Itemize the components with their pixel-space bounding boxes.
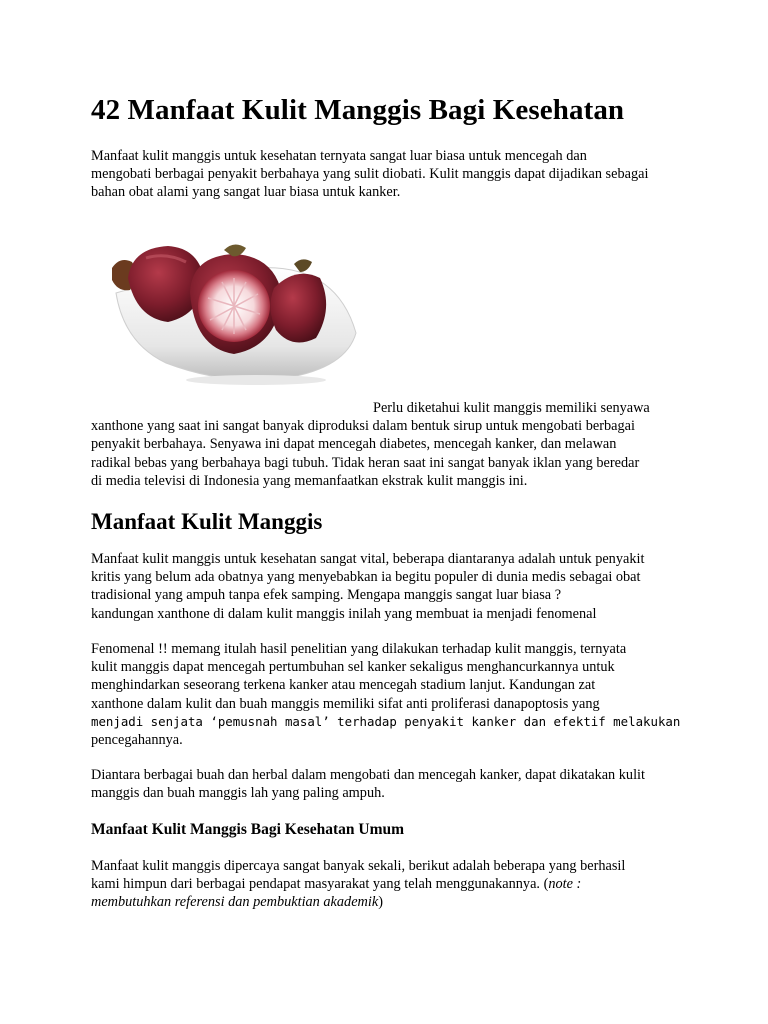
- mangosteen-image: [106, 238, 362, 388]
- text-line: kritis yang belum ada obatnya yang menyebabkan ia begitu populer di dunia medis sebagai obat: [91, 569, 641, 586]
- xanthone-paragraph: [91, 399, 691, 490]
- note-text: note :: [548, 876, 582, 893]
- text-line: di media televisi di Indonesia yang memanfaatkan ekstrak kulit manggis ini.: [91, 472, 528, 489]
- note-text: membutuhkan referensi dan pembuktian akademik: [91, 894, 379, 911]
- text-line: manggis dan buah manggis lah yang paling ampuh.: [91, 785, 385, 802]
- text-line: xanthone dalam kulit dan buah manggis memiliki sifat anti proliferasi danapoptosis yang: [91, 695, 600, 712]
- text-line: pencegahannya.: [91, 732, 183, 749]
- page-title: 42 Manfaat Kulit Manggis Bagi Kesehatan: [91, 94, 625, 126]
- text-segment: ): [378, 894, 383, 911]
- subsection-heading: Manfaat Kulit Manggis Bagi Kesehatan Umum: [91, 821, 405, 838]
- text-line: Manfaat kulit manggis untuk kesehatan sangat vital, beberapa diantaranya adalah untuk penyakit: [91, 551, 645, 567]
- text-line: kulit manggis dapat mencegah pertumbuhan sel kanker sekaligus menghancurkannya untuk: [91, 659, 615, 676]
- mangosteen-illustration: [106, 238, 362, 388]
- text-line: xanthone yang saat ini sangat banyak diproduksi dalam bentuk sirup untuk mengobati berbagai: [91, 418, 635, 435]
- text-line: menghindarkan seseorang terkena kanker atau mencegah stadium lanjut. Kandungan zat: [91, 677, 596, 694]
- text-line: Fenomenal !! memang itulah hasil penelitian yang dilakukan terhadap kulit manggis, ternyata: [91, 641, 627, 657]
- umum-paragraph: [91, 857, 691, 912]
- text-line: radikal bebas yang berbahaya bagi tubuh. Tidak heran saat ini sangat banyak iklan yang beredar: [91, 454, 640, 471]
- text-line: menjadi senjata ‘pemusnah masal’ terhadap penyakit kanker dan efektif melakukan: [91, 713, 681, 729]
- text-line: penyakit berbahaya. Senyawa ini dapat mencegah diabetes, mencegah kanker, dan melawan: [91, 436, 617, 453]
- intro-paragraph: [91, 147, 691, 202]
- text-line: mengobati berbagai penyakit berbahaya yang sulit diobati. Kulit manggis dapat dijadikan sebagai: [91, 166, 649, 183]
- text-line: Manfaat kulit manggis untuk kesehatan ternyata sangat luar biasa untuk mencegah dan: [91, 148, 587, 164]
- vital-paragraph: [91, 550, 691, 623]
- text-line: Diantara berbagai buah dan herbal dalam mengobati dan mencegah kanker, dapat dikatakan kulit: [91, 767, 645, 783]
- text-line: bahan obat alami yang sangat luar biasa untuk kanker.: [91, 184, 401, 201]
- text-line: Manfaat kulit manggis dipercaya sangat banyak sekali, berikut adalah beberapa yang berhasil: [91, 858, 626, 874]
- text-line: [91, 893, 691, 911]
- ampuh-paragraph: [91, 766, 691, 802]
- section-heading: Manfaat Kulit Manggis: [91, 509, 323, 534]
- text-line: [91, 875, 691, 893]
- fenomenal-paragraph: [91, 640, 691, 749]
- text-segment: kami himpun dari berbagai pendapat masyarakat yang telah menggunakannya. (: [91, 876, 549, 893]
- text-line: kandungan xanthone di dalam kulit manggis inilah yang membuat ia menjadi fenomenal: [91, 605, 597, 622]
- text-line: Perlu diketahui kulit manggis memiliki senyawa: [373, 400, 650, 416]
- text-line: tradisional yang ampuh tanpa efek samping. Mengapa manggis sangat luar biasa ?: [91, 587, 562, 604]
